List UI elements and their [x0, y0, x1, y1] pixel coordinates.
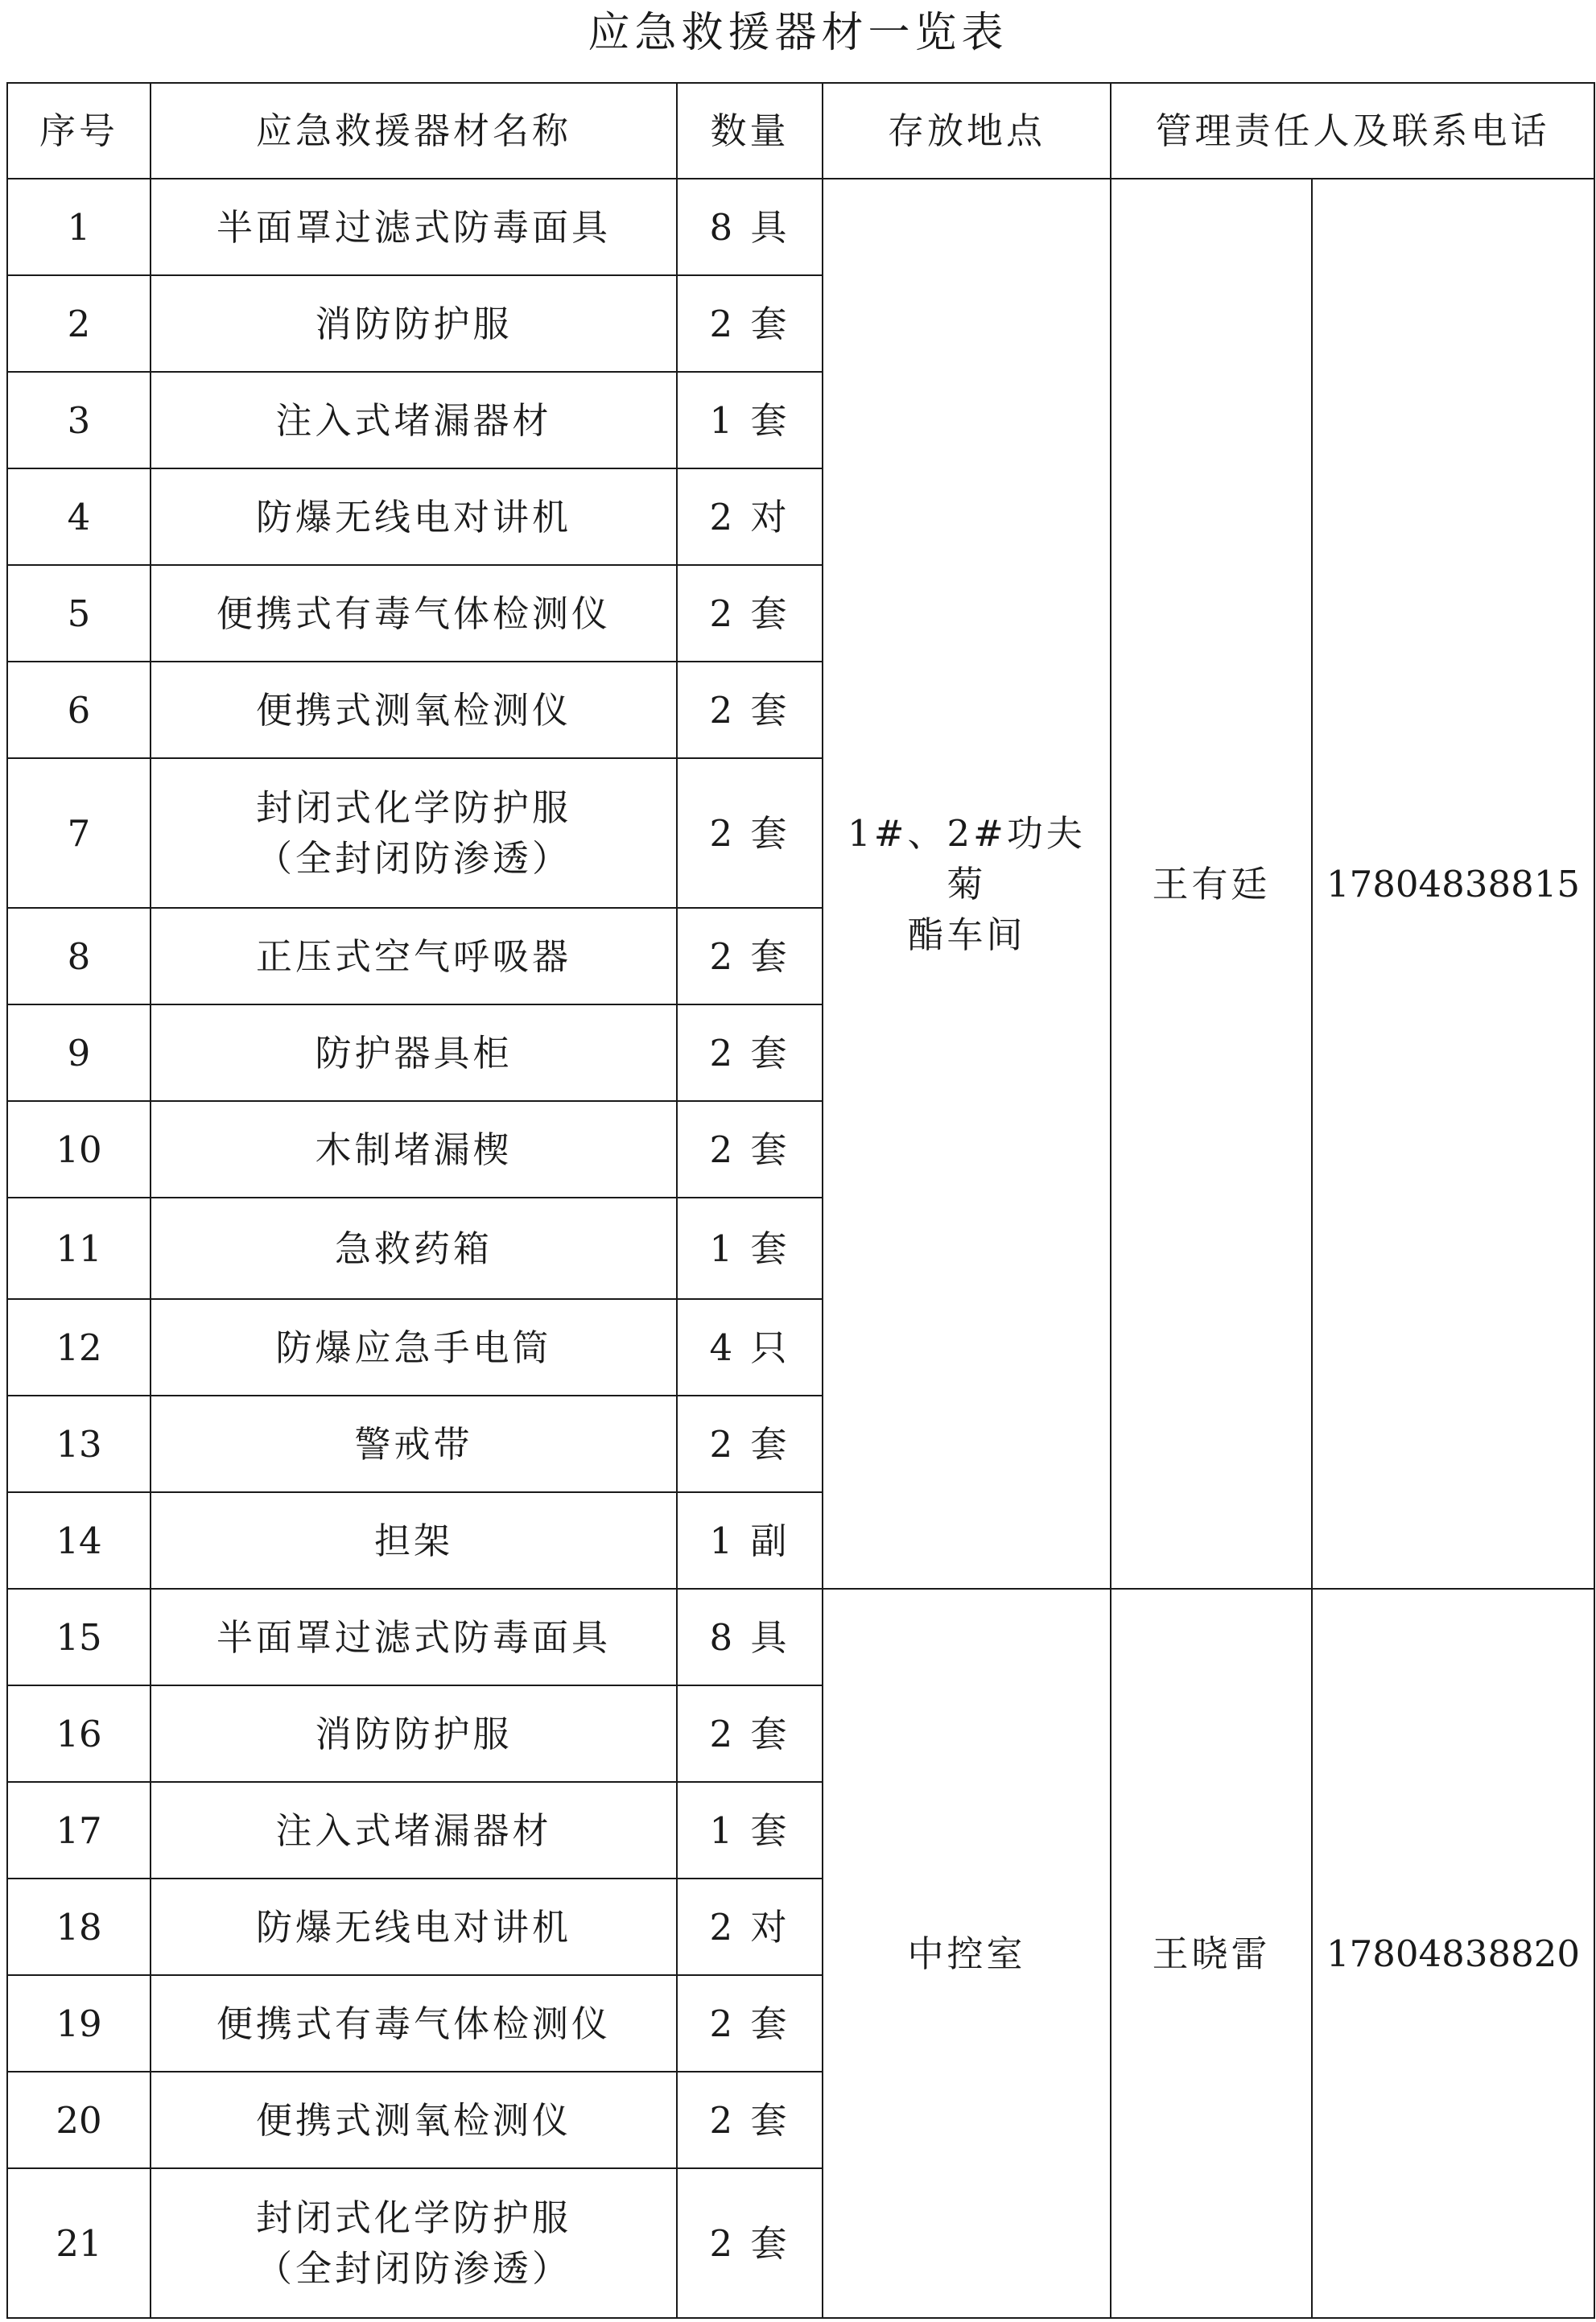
row-name: 封闭式化学防护服 [255, 2196, 571, 2239]
row-name: 半面罩过滤式防毒面具 [151, 1589, 677, 1685]
row-quantity: 2 套 [677, 1101, 823, 1198]
row-name: 消防防护服 [151, 1685, 677, 1782]
row-quantity: 2 套 [677, 275, 823, 372]
row-quantity: 8 具 [677, 179, 823, 275]
row-name-two-line [151, 2168, 677, 2318]
row-index: 8 [7, 908, 151, 1004]
row-quantity: 2 套 [677, 1004, 823, 1101]
location-cell [823, 1589, 1111, 2318]
row-quantity: 1 套 [677, 1198, 823, 1299]
header-index: 序号 [7, 83, 151, 179]
header-location: 存放地点 [823, 83, 1111, 179]
row-index: 9 [7, 1004, 151, 1101]
page-title: 应急救援器材一览表 [588, 9, 1008, 57]
row-name-note: （全封闭防渗透） [255, 837, 571, 880]
row-quantity: 1 套 [677, 372, 823, 468]
row-quantity: 1 套 [677, 1782, 823, 1879]
row-index: 15 [7, 1589, 151, 1685]
row-name: 便携式测氧检测仪 [151, 662, 677, 758]
row-index: 13 [7, 1396, 151, 1492]
location-line: 中控室 [907, 1932, 1026, 1975]
row-index: 18 [7, 1879, 151, 1975]
row-quantity: 2 套 [677, 2168, 823, 2318]
row-index: 11 [7, 1198, 151, 1299]
row-index: 2 [7, 275, 151, 372]
row-name: 封闭式化学防护服 [255, 786, 571, 829]
manager-name: 王有廷 [1111, 179, 1312, 1589]
row-quantity: 4 只 [677, 1299, 823, 1396]
row-quantity: 2 套 [677, 1396, 823, 1492]
row-index: 20 [7, 2072, 151, 2168]
location-cell [823, 179, 1111, 1589]
row-quantity: 2 套 [677, 565, 823, 662]
row-quantity: 1 副 [677, 1492, 823, 1589]
row-quantity: 2 对 [677, 1879, 823, 1975]
row-quantity: 2 对 [677, 468, 823, 565]
header-name: 应急救援器材名称 [151, 83, 677, 179]
row-name-two-line [151, 758, 677, 908]
row-name: 注入式堵漏器材 [151, 372, 677, 468]
row-quantity: 2 套 [677, 908, 823, 1004]
row-name: 便携式有毒气体检测仪 [151, 565, 677, 662]
row-name: 防爆应急手电筒 [151, 1299, 677, 1396]
row-index: 6 [7, 662, 151, 758]
row-name: 便携式测氧检测仪 [151, 2072, 677, 2168]
row-index: 3 [7, 372, 151, 468]
row-name: 防护器具柜 [151, 1004, 677, 1101]
manager-name: 王晓雷 [1111, 1589, 1312, 2318]
row-name: 担架 [151, 1492, 677, 1589]
row-quantity: 2 套 [677, 662, 823, 758]
row-name: 半面罩过滤式防毒面具 [151, 179, 677, 275]
manager-phone: 17804838820 [1312, 1589, 1594, 2318]
row-name: 注入式堵漏器材 [151, 1782, 677, 1879]
row-name: 警戒带 [151, 1396, 677, 1492]
row-name: 正压式空气呼吸器 [151, 908, 677, 1004]
equipment-table [6, 82, 1595, 2319]
row-index: 21 [7, 2168, 151, 2318]
row-quantity: 2 套 [677, 758, 823, 908]
table-header-row [7, 83, 1594, 179]
header-manager: 管理责任人及联系电话 [1111, 83, 1594, 179]
row-index: 19 [7, 1975, 151, 2072]
row-index: 16 [7, 1685, 151, 1782]
row-quantity: 2 套 [677, 2072, 823, 2168]
row-index: 5 [7, 565, 151, 662]
row-name: 便携式有毒气体检测仪 [151, 1975, 677, 2072]
row-index: 17 [7, 1782, 151, 1879]
row-index: 12 [7, 1299, 151, 1396]
manager-phone: 17804838815 [1312, 179, 1594, 1589]
row-name-note: （全封闭防渗透） [255, 2247, 571, 2290]
row-name: 防爆无线电对讲机 [151, 468, 677, 565]
row-index: 7 [7, 758, 151, 908]
row-index: 14 [7, 1492, 151, 1589]
row-quantity: 2 套 [677, 1685, 823, 1782]
row-name: 消防防护服 [151, 275, 677, 372]
location-line: 酯车间 [907, 913, 1026, 956]
row-index: 1 [7, 179, 151, 275]
location-line: 1#、2#功夫菊 [847, 811, 1086, 905]
table-row [7, 1589, 1594, 1685]
row-quantity: 2 套 [677, 1975, 823, 2072]
row-name: 急救药箱 [151, 1198, 677, 1299]
row-index: 10 [7, 1101, 151, 1198]
row-index: 4 [7, 468, 151, 565]
row-quantity: 8 具 [677, 1589, 823, 1685]
table-row [7, 179, 1594, 275]
row-name: 防爆无线电对讲机 [151, 1879, 677, 1975]
row-name: 木制堵漏楔 [151, 1101, 677, 1198]
header-quantity: 数量 [677, 83, 823, 179]
